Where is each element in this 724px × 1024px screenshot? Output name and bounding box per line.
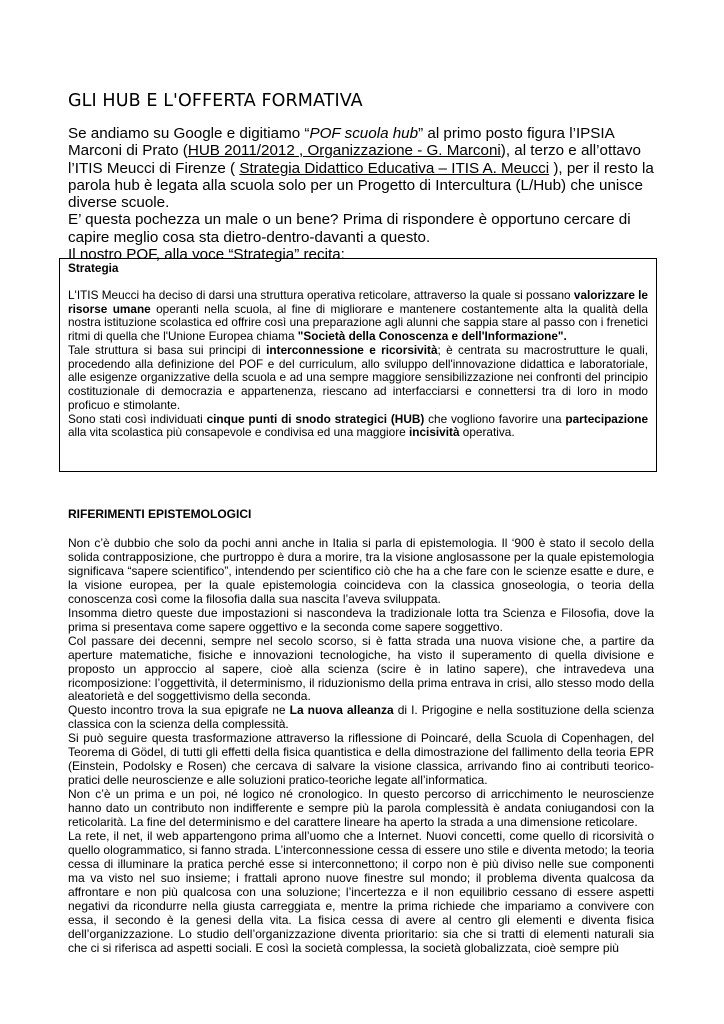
body-text-run: Questo incontro trova la sua epigrafe ne [68,703,290,718]
body-paragraph-3: Col passare dei decenni, sempre nel secolo scorso, si è fatta strada una nuova visione che, a partire da aperture matematiche, fisiche e innovazioni tecnologiche, ha visto il superamento di quella divisione e proposto un approccio al sapere, cioè alla scienza (scire è in latino sapere), che intravedeva una ricomposizione: l’oggettività, il determinismo, il riduzionismo della prima entrava in crisi, allo stesso modo della aleatorietà e del soggettivismo della seconda. [68,633,654,704]
strategy-bold: valorizzare le risorse umane [68,287,648,316]
intro-pof-line: Il nostro POF, alla voce “Strategia” recita: [68,246,345,264]
strategy-bold: "Società della Conoscenza e dell'Informazione". [297,329,567,343]
page-title: GLI HUB E L'OFFERTA FORMATIVA [68,91,363,111]
search-query: POF scuola hub [309,125,419,142]
strategy-bold: incisività [409,425,460,440]
body-paragraph-4 [68,704,654,732]
intro-question: E’ questa pochezza un male o un bene? Prima di rispondere è opportuno cercare di capire meglio cosa sta dietro-dentro-davanti a questo. [68,211,631,246]
intro-paragraph [68,125,658,263]
strategy-text: operanti nella scuola, al fine di migliorare e mantenere costantemente alta la qualità della nostra istituzione scolastica ed offrire così una preparazione agli alunni che sappia stare al passo con i frenetici ritmi di quella che l'Unione Europea chiama [68,301,648,343]
strategy-heading: Strategia [68,261,119,275]
body-text [68,537,654,956]
body-paragraph-2: Insomma dietro queste due impostazioni si nascondeva la tradizionale lotta tra Scienza e Filosofia, dove la prima si presentava come sapere oggettivo e la seconda come sapere soggettivo. [68,605,654,634]
intro-text-4: ), per il resto la parola hub è legata alla scuola solo per un Progetto di Intercultura (L/Hub) che unisce diverse scuole. [68,159,654,212]
strategy-text: operativa. [459,425,515,440]
book-title: La nuova alleanza [289,703,394,718]
strategy-quote-box [59,258,657,472]
intro-text-1: Se andiamo su Google e digitiamo “ [68,125,310,142]
strategy-paragraph-2 [68,344,648,413]
section-heading: RIFERIMENTI EPISTEMOLOGICI [68,507,252,521]
body-paragraph-7: La rete, il net, il web appartengono prima all’uomo che a Internet. Nuovi concetti, come quello di ricorsività o quello ologrammatico, si fanno strada. L’interconnessione cessa di essere uno stile e diventa metodo; la teoria cessa di illuminare la pratica perché esse si interconnettono; il corpo non è più diviso nelle sue componenti ma va visto nel suo insieme; i frattali aprono nuove finestre sul mondo; il problema diventa qualcosa da affrontare e non più qualcosa con una soluzione; l’incertezza e il non equilibrio cessano di essere aspetti negativi da ricondurre nella giusta carreggiata e, mentre la prima richiede che impariamo a convivere con essa, il secondo è la genesi della vita. La fisica cessa di avere al centro gli elementi e diventa fisica dell’organizzazione. Lo studio dell’organizzazione diventa prioritario: sia che si tratti di elementi naturali sia che ci si riferisca ad aspetti sociali. E così la società complessa, la società globalizzata, cioè sempre più [68,829,654,955]
intro-text-3: ), al terzo e all’ottavo l’ITIS Meucci di Firenze ( [68,142,641,177]
strategy-paragraph-3 [68,413,648,441]
strategy-text: che vogliono favorire una [424,411,566,426]
strategy-text: L'ITIS Meucci ha deciso di darsi una struttura operativa reticolare, attraverso la quale si possano [68,287,574,302]
link-strategia-meucci[interactable]: Strategia Didattico Educativa – ITIS A. Meucci [239,159,550,177]
strategy-bold: partecipazione [565,411,649,426]
strategy-paragraph-1 [68,289,648,344]
body-paragraph-6: Non c’è un prima e un poi, né logico né cronologico. In questo percorso di arricchimento le neuroscienze hanno dato un contributo non indifferente e sempre più la parola complessità è andata coniugandosi con la reticolarità. La fine del determinismo e del carattere lineare ha aperto la strada a una dimensione reticolare. [68,787,654,830]
strategy-text: Tale struttura si basa sui principi di [68,342,267,357]
strategy-text: Sono stati così individuati [68,411,207,426]
strategy-text: alla vita scolastica più consapevole e condivisa ed una maggiore [68,425,410,440]
strategy-bold: cinque punti di snodo strategici (HUB) [206,411,425,426]
strategy-text: ; è centrata su macrostrutture le quali, procedendo alla definizione del POF e del curriculum, allo sviluppo dell'innovazione didattica e laboratoriale, alle esigenze organizzative della scuola e ad una sempre maggiore sensibilizzazione nei confronti del principio costituzionale di democrazia e appartenenza, riescano ad interfacciarsi e connettersi tra di loro in modo proficuo e stimolante. [68,342,648,412]
link-hub-marconi[interactable]: HUB 2011/2012 , Organizzazione - G. Marconi [187,142,501,160]
strategy-bold: interconnessione e ricorsività [266,342,438,357]
body-text-run: di I. Prigogine e nella sostituzione della scienza classica con la scienza della complessità. [68,703,654,732]
body-paragraph-5: Si può seguire questa trasformazione attraverso la riflessione di Poincaré, della Scuola di Copenhagen, del Teorema di Gödel, di tutti gli effetti della fisica quantistica e della dimostrazione del fallimento della teoria EPR (Einstein, Podolsky e Rosen) che cercava di salvare la visione classica, arrivando fino ai contributi teorico-pratici delle neuroscienze e alle soluzioni pratico-teoriche legate all’informatica. [68,731,654,788]
body-paragraph-1: Non c’è dubbio che solo da pochi anni anche in Italia si parla di epistemologia. Il ‘900 è stato il secolo della solida contrapposizione, che purtroppo è dura a morire, tra la visione anglosassone per la quale epistemologia significava “sapere scientifico”, intendendo per scientifico ciò che ha a che fare con le scienze esatte e dure, e la visione europea, per la quale epistemologia coincideva con la classica gnoseologia, o teoria della conoscenza così come la filosofia dalla sua nascita l’aveva sviluppata. [68,536,654,606]
intro-text-2: ” al primo posto figura l’IPSIA Marconi di Prato ( [68,125,614,160]
